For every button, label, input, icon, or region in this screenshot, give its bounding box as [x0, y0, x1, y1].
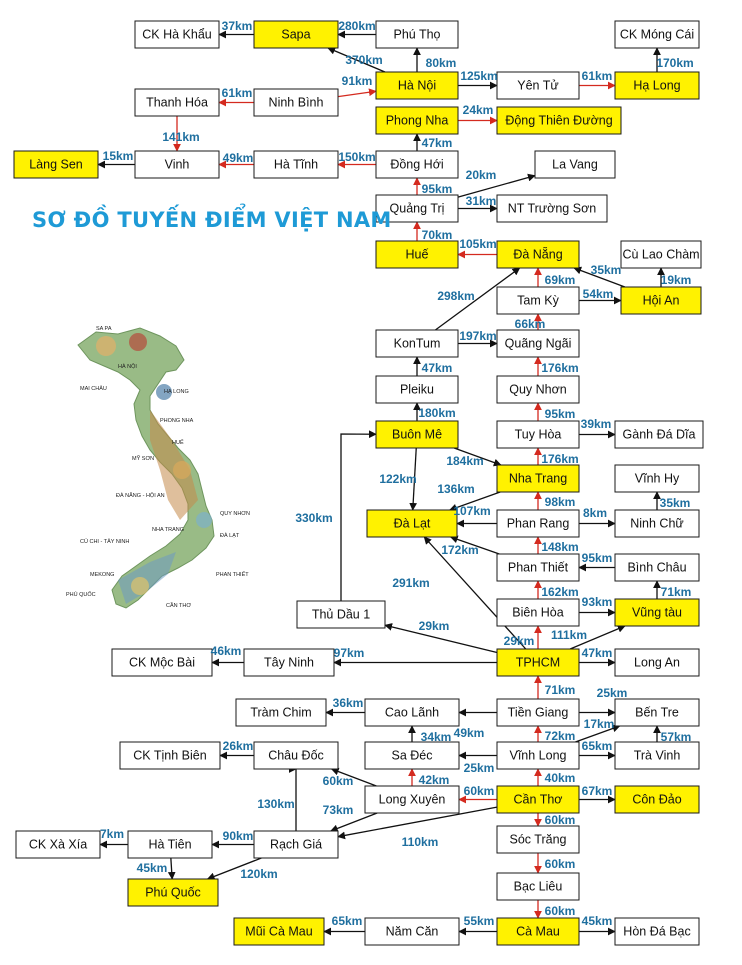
distance-label-bac-lieu-ca-mau: 60km: [544, 904, 576, 918]
node-nha-trang: [497, 465, 579, 492]
node-label-phu-quoc: Phú Quốc: [145, 885, 201, 900]
node-bac-lieu: [497, 873, 579, 900]
node-label-ca-mau: Cà Mau: [516, 924, 560, 939]
node-label-phan-thiet: Phan Thiết: [507, 560, 569, 575]
map-photo-1: [96, 336, 116, 356]
node-ha-noi: [376, 72, 458, 99]
node-phan-rang: [497, 510, 579, 537]
node-tphcm: [497, 649, 579, 676]
node-dong-hoi: [376, 151, 458, 178]
distance-label-binh-chau-phan-thiet: 95km: [581, 551, 613, 565]
node-ha-tinh: [254, 151, 338, 178]
distance-label-da-nang-hue: 105km: [459, 237, 497, 251]
node-label-vinh-long: Vĩnh Long: [509, 748, 567, 763]
node-rach-gia: [254, 831, 338, 858]
distance-label-tay-ninh-ck-moc-bai: 46km: [210, 644, 242, 658]
distance-label-tuy-hoa-quy-nhon: 95km: [544, 407, 576, 421]
node-la-vang: [535, 151, 615, 178]
distance-label-vinh-long-tra-vinh: 65km: [581, 739, 613, 753]
node-long-xuyen: [365, 786, 459, 813]
distance-label-cao-lanh-tram-chim: 36km: [332, 696, 364, 710]
node-cao-lanh: [365, 699, 459, 726]
node-label-long-an: Long An: [634, 655, 680, 670]
node-tien-giang: [497, 699, 579, 726]
distance-label-ca-mau-nam-can: 55km: [463, 914, 495, 928]
node-label-vinh: Vinh: [164, 157, 190, 172]
map-photo-4: [173, 461, 191, 479]
distance-label-hoi-an-da-nang: 35km: [590, 263, 622, 277]
node-buon-me: [376, 421, 458, 448]
distance-label-quang-tri-la-vang: 20km: [465, 168, 497, 182]
distance-label-ha-tien-phu-quoc: 45km: [136, 861, 168, 875]
node-label-ck-mong-cai: CK Móng Cái: [619, 27, 695, 42]
distance-label-bien-hoa-vung-tau: 93km: [581, 595, 613, 609]
node-label-thanh-hoa: Thanh Hóa: [146, 95, 208, 110]
distance-label-tien-giang-ben-tre: 25km: [596, 686, 628, 700]
distance-label-tphcm-da-lat: 291km: [392, 576, 430, 590]
node-label-tien-giang: Tiền Giang: [507, 705, 569, 720]
node-cu-lao-cham: [621, 241, 701, 268]
distance-label-nam-can-mui-ca-mau: 65km: [331, 914, 363, 928]
vietnam-map-illustration: [66, 326, 250, 609]
node-label-kontum: KonTum: [393, 336, 441, 351]
distance-label-pleiku-kontum: 47km: [421, 361, 453, 375]
node-label-sapa: Sapa: [281, 27, 311, 42]
distance-label-phan-rang-ninh-chu: 8km: [582, 506, 608, 520]
distance-label-vinh-lang-sen: 15km: [102, 149, 134, 163]
distance-label-tra-vinh-ben-tre: 57km: [660, 730, 692, 744]
node-label-ben-tre: Bến Tre: [635, 705, 679, 720]
node-label-phong-nha: Phong Nha: [385, 113, 449, 128]
distance-label-ninh-chu-vinh-hy: 35km: [659, 496, 691, 510]
node-label-soc-trang: Sóc Trăng: [509, 832, 567, 847]
distance-label-ha-tien-ck-xa-xia: 7km: [99, 827, 125, 841]
distance-label-ha-noi-yen-tu: 125km: [460, 69, 498, 83]
map-label: CỦ CHI - TÂY NINH: [80, 539, 130, 545]
distance-label-ha-noi-phu-tho: 80km: [425, 56, 457, 70]
distance-label-tphcm-tay-ninh: 97km: [333, 646, 365, 660]
node-phu-tho: [376, 21, 458, 48]
distance-label-vinh-long-tien-giang: 72km: [544, 729, 576, 743]
distance-label-nha-trang-tuy-hoa: 122km: [379, 472, 417, 486]
map-label: PHONG NHA: [160, 418, 194, 424]
node-label-sa-dec: Sa Đéc: [391, 748, 433, 763]
distance-label-ha-tinh-vinh: 49km: [222, 151, 254, 165]
node-pleiku: [376, 376, 458, 403]
map-label: HUẾ: [172, 440, 184, 446]
node-ck-moc-bai: [112, 649, 212, 676]
node-label-can-tho: Cần Thơ: [513, 792, 563, 807]
node-label-ck-xa-xia: CK Xà Xía: [28, 837, 88, 852]
distance-label-phan-rang-da-lat: 107km: [453, 504, 491, 518]
node-phu-quoc: [128, 879, 218, 906]
node-dong-thien-duong: [497, 107, 621, 134]
distance-label-phan-rang-nha-trang: 98km: [544, 495, 576, 509]
node-da-lat: [367, 510, 457, 537]
node-label-ha-tinh: Hà Tĩnh: [273, 157, 319, 172]
node-label-vung-tau: Vũng tàu: [631, 605, 683, 620]
node-vung-tau: [615, 599, 699, 626]
node-ck-xa-xia: [16, 831, 100, 858]
node-label-pleiku: Pleiku: [399, 382, 435, 397]
node-label-chau-doc: Châu Đốc: [268, 748, 324, 763]
distance-label-long-xuyen-rach-gia: 73km: [322, 803, 354, 817]
distance-label-bien-hoa-phan-thiet: 162km: [541, 585, 579, 599]
node-label-phu-tho: Phú Thọ: [393, 27, 441, 42]
distance-label-rach-gia-phu-quoc: 120km: [240, 867, 278, 881]
node-hon-da-bac: [615, 918, 699, 945]
node-label-nam-can: Năm Căn: [385, 924, 439, 939]
node-label-con-dao: Côn Đảo: [632, 792, 682, 807]
node-label-rach-gia: Rạch Giá: [269, 837, 323, 852]
node-tuy-hoa: [497, 421, 579, 448]
distance-label-quang-ngai-tam-ky: 66km: [514, 317, 546, 331]
node-tam-ky: [497, 287, 579, 314]
map-label: NHA TRANG: [152, 527, 184, 533]
distance-label-tam-ky-da-nang: 69km: [544, 273, 576, 287]
distance-label-can-tho-soc-trang: 60km: [544, 813, 576, 827]
distance-label-can-tho-con-dao: 67km: [581, 784, 613, 798]
node-ha-long: [615, 72, 699, 99]
node-can-tho: [497, 786, 579, 813]
distance-label-quang-tri-dong-hoi: 95km: [421, 182, 453, 196]
distance-label-soc-trang-bac-lieu: 60km: [544, 857, 576, 871]
map-label: PHÚ QUỐC: [66, 592, 96, 598]
node-label-hoi-an: Hội An: [642, 293, 680, 308]
node-label-da-nang: Đà Nẵng: [513, 247, 563, 262]
node-vinh-long: [497, 742, 579, 769]
node-tra-vinh: [615, 742, 699, 769]
node-label-ha-tien: Hà Tiên: [148, 837, 192, 852]
node-label-nt-truong-son: NT Trường Sơn: [507, 201, 597, 216]
distance-label-can-tho-vinh-long: 40km: [544, 771, 576, 785]
node-label-dong-thien-duong: Động Thiên Đường: [505, 113, 613, 128]
node-lang-sen: [14, 151, 98, 178]
distance-label-vung-tau-binh-chau: 71km: [660, 585, 692, 599]
distance-label-hoi-an-cu-lao-cham: 19km: [660, 273, 692, 287]
node-label-tay-ninh: Tây Ninh: [263, 655, 315, 670]
node-ben-tre: [615, 699, 699, 726]
map-label: MAI CHÂU: [80, 386, 107, 392]
node-thanh-hoa: [135, 89, 219, 116]
node-phan-thiet: [497, 554, 579, 581]
node-label-quy-nhon: Quy Nhơn: [509, 382, 567, 397]
node-label-ninh-chu: Ninh Chữ: [630, 516, 684, 531]
node-label-binh-chau: Bình Châu: [627, 560, 687, 575]
distance-label-tphcm-vung-tau: 111km: [550, 628, 588, 642]
node-ck-ha-khau: [135, 21, 219, 48]
node-thu-dau-1: [297, 601, 385, 628]
node-tay-ninh: [244, 649, 334, 676]
node-tram-chim: [236, 699, 326, 726]
node-quang-ngai: [497, 330, 579, 357]
distance-label-tphcm-long-an: 47km: [581, 646, 613, 660]
distance-label-kontum-da-nang: 298km: [437, 289, 475, 303]
node-vinh: [135, 151, 219, 178]
node-con-dao: [615, 786, 699, 813]
distance-label-can-tho-long-xuyen: 60km: [463, 784, 495, 798]
node-long-an: [615, 649, 699, 676]
node-label-bac-lieu: Bạc Liêu: [513, 879, 563, 894]
node-nam-can: [365, 918, 459, 945]
node-ha-tien: [128, 831, 212, 858]
node-ganh-da-dia: [615, 421, 703, 448]
diagram-title: SƠ ĐỒ TUYẾN ĐIỂM VIỆT NAM: [32, 208, 392, 232]
distance-label-buon-me-da-lat: 176km: [541, 452, 579, 466]
node-ninh-chu: [615, 510, 699, 537]
distance-label-tien-giang-tphcm: 71km: [544, 683, 576, 697]
distance-label-rach-gia-chau-doc: 130km: [257, 797, 295, 811]
node-label-dong-hoi: Đồng Hới: [390, 157, 444, 172]
map-photo-5: [196, 512, 212, 528]
map-label: HẠ LONG: [164, 389, 189, 395]
node-hoi-an: [621, 287, 701, 314]
node-label-bien-hoa: Biên Hòa: [512, 605, 564, 620]
distance-label-buon-me-nha-trang: 184km: [446, 454, 484, 468]
node-label-da-lat: Đà Lạt: [393, 516, 431, 531]
distance-label-phong-nha-dong-thien-duong: 24km: [462, 103, 494, 117]
node-label-ha-noi: Hà Nội: [397, 78, 437, 93]
node-label-ck-moc-bai: CK Mộc Bài: [129, 655, 195, 670]
distance-label-sapa-ck-ha-khau: 37km: [221, 19, 253, 33]
node-sa-dec: [365, 742, 459, 769]
node-label-ninh-binh: Ninh Bình: [268, 95, 324, 110]
map-label: CẦN THƠ: [166, 603, 192, 609]
distance-label-nha-trang-da-lat: 136km: [437, 482, 475, 496]
node-label-ck-tinh-bien: CK Tịnh Biên: [133, 748, 207, 763]
map-label: HÀ NỘI: [118, 364, 137, 370]
distance-label-vinh-long-sa-dec: 25km: [463, 761, 495, 775]
node-ca-mau: [497, 918, 579, 945]
node-label-tram-chim: Tràm Chim: [250, 705, 312, 720]
distance-label-phu-tho-sapa: 280km: [338, 19, 376, 33]
node-label-ganh-da-dia: Gành Đá Dĩa: [622, 427, 696, 442]
distance-label-long-xuyen-chau-doc: 60km: [322, 774, 354, 788]
distance-label-kontum-quang-ngai: 197km: [459, 329, 497, 343]
distance-label-long-xuyen-sa-dec: 42km: [418, 773, 450, 787]
distance-label-tuy-hoa-ganh-da-dia: 39km: [580, 417, 612, 431]
node-sapa: [254, 21, 338, 48]
distance-label-can-tho-rach-gia: 110km: [401, 835, 439, 849]
map-label: PHAN THIẾT: [216, 572, 249, 578]
map-label: MỸ SƠN: [132, 456, 155, 462]
node-chau-doc: [254, 742, 338, 769]
distance-label-dong-hoi-ha-tinh: 150km: [338, 150, 376, 164]
node-quy-nhon: [497, 376, 579, 403]
distance-label-tien-giang-cao-lanh: 49km: [453, 726, 485, 740]
distance-label-phan-thiet-phan-rang: 148km: [541, 540, 579, 554]
node-label-yen-tu: Yên Tử: [517, 78, 559, 93]
distance-label-buon-me-pleiku: 180km: [418, 406, 456, 420]
node-label-quang-tri: Quảng Trị: [389, 201, 445, 216]
node-da-nang: [497, 241, 579, 268]
node-label-thu-dau-1: Thủ Dầu 1: [311, 607, 371, 622]
map-label: MEKONG: [90, 572, 115, 578]
edge-ha-tien-to-phu-quoc: [171, 858, 172, 879]
distance-label-thu-dau-1-buon-me: 330km: [295, 511, 333, 525]
distance-label-dong-hoi-phong-nha: 47km: [421, 136, 453, 150]
distance-label-quy-nhon-quang-ngai: 176km: [541, 361, 579, 375]
distance-label-hue-quang-tri: 70km: [421, 228, 453, 242]
node-vinh-hy: [615, 465, 699, 492]
node-hue: [376, 241, 458, 268]
node-mui-ca-mau: [234, 918, 324, 945]
distance-label-thanh-hoa-vinh: 141km: [162, 130, 200, 144]
node-label-hon-da-bac: Hòn Đá Bạc: [623, 924, 691, 939]
distance-label-tphcm-thu-dau-1: 29km: [418, 619, 450, 633]
node-label-mui-ca-mau: Mũi Cà Mau: [245, 924, 313, 939]
distance-label-phan-thiet-da-lat: 172km: [441, 543, 479, 557]
node-label-hue: Huế: [405, 247, 429, 262]
node-label-long-xuyen: Long Xuyên: [378, 792, 446, 807]
node-yen-tu: [497, 72, 579, 99]
node-bien-hoa: [497, 599, 579, 626]
node-soc-trang: [497, 826, 579, 853]
node-label-phan-rang: Phan Rang: [506, 516, 570, 531]
node-label-tuy-hoa: Tuy Hòa: [514, 427, 562, 442]
node-kontum: [376, 330, 458, 357]
node-label-ck-ha-khau: CK Hà Khẩu: [142, 27, 212, 42]
node-phong-nha: [376, 107, 458, 134]
node-label-lang-sen: Làng Sen: [29, 157, 83, 172]
node-label-cao-lanh: Cao Lãnh: [384, 705, 440, 720]
map-label: ĐÀ LẠT: [220, 533, 240, 539]
distance-label-vinh-long-ben-tre: 17km: [583, 717, 615, 731]
map-label: QUY NHƠN: [220, 511, 250, 517]
node-label-vinh-hy: Vĩnh Hy: [634, 471, 680, 486]
node-label-ha-long: Hạ Long: [633, 78, 681, 93]
distance-label-tphcm-bien-hoa: 29km: [503, 634, 535, 648]
distance-label-quang-tri-nt-truong-son: 31km: [465, 194, 497, 208]
distance-label-ninh-binh-ha-noi: 91km: [341, 74, 373, 88]
distance-label-tam-ky-hoi-an: 54km: [582, 287, 614, 301]
node-label-nha-trang: Nha Trang: [508, 471, 568, 486]
distance-label-ha-noi-sapa: 370km: [345, 53, 383, 67]
node-label-tphcm: TPHCM: [515, 655, 561, 670]
node-label-quang-ngai: Quãng Ngãi: [504, 336, 572, 351]
map-label: ĐÀ NẴNG - HỘI AN: [116, 493, 165, 499]
distance-label-sa-dec-cao-lanh: 34km: [420, 730, 452, 744]
distance-label-rach-gia-ha-tien: 90km: [222, 829, 254, 843]
edge-ninh-binh-to-ha-noi: [338, 91, 376, 96]
distance-label-ha-long-ck-mong-cai: 170km: [656, 56, 694, 70]
distance-label-ninh-binh-thanh-hoa: 61km: [221, 86, 253, 100]
node-binh-chau: [615, 554, 699, 581]
node-label-tra-vinh: Trà Vinh: [633, 748, 681, 763]
node-label-tam-ky: Tam Kỳ: [517, 293, 559, 308]
map-photo-6: [131, 577, 149, 595]
node-ck-mong-cai: [615, 21, 699, 48]
map-photo-2: [129, 333, 147, 351]
map-label: SA PA: [96, 326, 112, 332]
distance-label-chau-doc-ck-tinh-bien: 26km: [222, 739, 254, 753]
node-label-buon-me: Buôn Mê: [391, 427, 443, 442]
node-label-la-vang: La Vang: [552, 157, 598, 172]
node-nt-truong-son: [497, 195, 607, 222]
node-label-cu-lao-cham: Cù Lao Chàm: [622, 247, 700, 262]
node-ninh-binh: [254, 89, 338, 116]
distance-label-yen-tu-ha-long: 61km: [581, 69, 613, 83]
distance-label-ca-mau-hon-da-bac: 45km: [581, 914, 613, 928]
node-ck-tinh-bien: [120, 742, 220, 769]
